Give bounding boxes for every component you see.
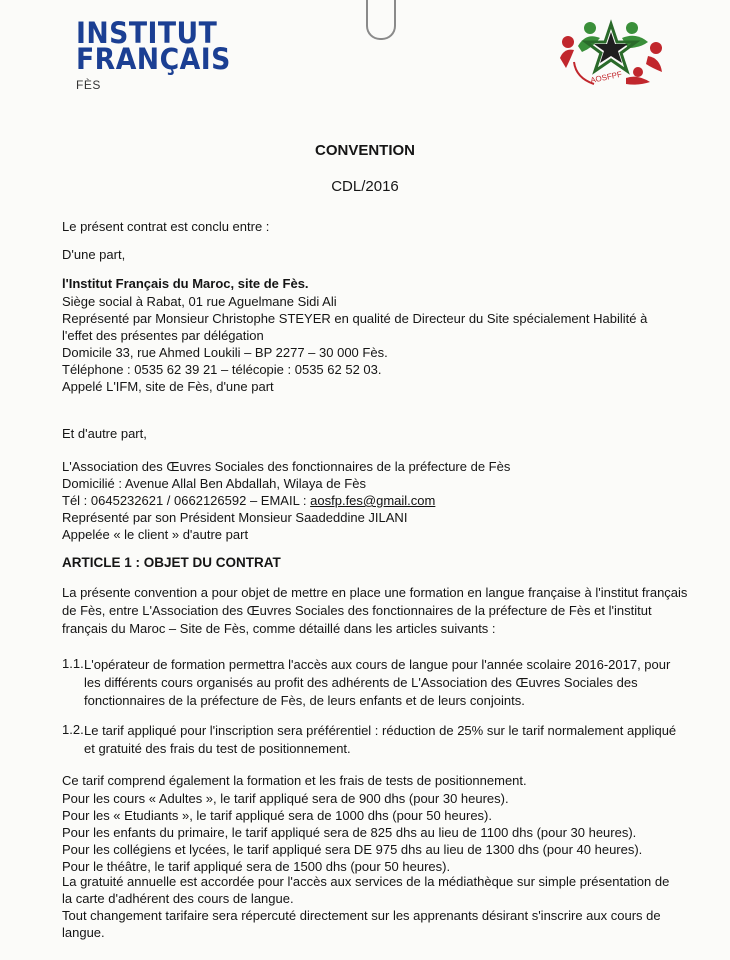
party1-name: l'Institut Français du Maroc, site de Fès. bbox=[62, 276, 309, 291]
item-text: L'opérateur de formation permettra l'accès aux cours de langue pour l'année scolaire 2016-2017, pour les différents cours organisés au profit des adhérents de L'Association des Œuvres Sociales des fonctionnaires de la préfecture de Fès, de leurs enfants et de leurs conjoints. bbox=[84, 657, 671, 708]
tariff-line: Ce tarif comprend également la formation et les frais de tests de positionnement. bbox=[62, 773, 527, 788]
contact-prefix: Tél : 0645232621 / 0662126592 – EMAIL : bbox=[62, 493, 311, 508]
intro-text: Le présent contrat est conclu entre : bbox=[62, 219, 270, 234]
article1-heading: ARTICLE 1 : OBJET DU CONTRAT bbox=[62, 555, 281, 570]
item-number: 1.1. bbox=[62, 656, 84, 671]
tariff-line: Pour les « Etudiants », le tarif appliqué sera de 1000 dhs (pour 50 heures). bbox=[62, 808, 492, 823]
party2-contact bbox=[62, 492, 435, 509]
logo-city: FÈS bbox=[76, 78, 101, 92]
item-number: 1.2. bbox=[62, 722, 84, 737]
party2-heading: Et d'autre part, bbox=[62, 426, 147, 441]
party1-line: Domicile 33, rue Ahmed Loukili – BP 2277 – 30 000 Fès. bbox=[62, 345, 388, 360]
aosfpf-logo bbox=[556, 18, 666, 88]
article1-intro: La présente convention a pour objet de mettre en place une formation en langue française à l'institut français de Fès, entre L'Association des Œuvres Sociales des fonctionnaires de la préfecture de Fès et l'institut français du Maroc – Site de Fès, comme détaillé dans les articles suivants : bbox=[62, 585, 688, 636]
party1-line: Représenté par Monsieur Christophe STEYER en qualité de Directeur du Site spécialement Habilité à bbox=[62, 311, 648, 326]
email-link[interactable]: aosfp.fes@gmail.com bbox=[310, 493, 436, 508]
institut-francais-logo bbox=[76, 16, 244, 92]
tariff-line: Pour les collégiens et lycées, le tarif appliqué sera DE 975 dhs au lieu de 1300 dhs (pour 40 heures). bbox=[62, 842, 643, 857]
party2-line: Représenté par son Président Monsieur Saadeddine JILANI bbox=[62, 510, 408, 525]
logo-line-1: INSTITUT bbox=[76, 16, 218, 50]
tariff-line: Pour les cours « Adultes », le tarif appliqué sera de 900 dhs (pour 30 heures). bbox=[62, 791, 509, 806]
party1-line: Appelé L'IFM, site de Fès, d'une part bbox=[62, 379, 274, 394]
paper-clip bbox=[366, 0, 396, 40]
item-text: Le tarif appliqué pour l'inscription sera préférentiel : réduction de 25% sur le tarif normalement appliqué et gratuité des frais du test de positionnement. bbox=[84, 723, 677, 756]
party2-line: Appelée « le client » d'autre part bbox=[62, 527, 249, 542]
party1-heading: D'une part, bbox=[62, 247, 126, 262]
party1-line: Siège social à Rabat, 01 rue Aguelmane Sidi Ali bbox=[62, 294, 337, 309]
document-reference: CDL/2016 bbox=[331, 178, 399, 195]
mediatheque-text: La gratuité annuelle est accordée pour l'accès aux services de la médiathèque sur simple présentation de la carte d'adhérent des cours de langue. bbox=[62, 874, 670, 906]
party2-line: L'Association des Œuvres Sociales des fonctionnaires de la préfecture de Fès bbox=[62, 459, 511, 474]
tariff-line: Pour les enfants du primaire, le tarif appliqué sera de 825 dhs au lieu de 1100 dhs (pour 30 heures). bbox=[62, 825, 637, 840]
tariff-line: Pour le théâtre, le tarif appliqué sera de 1500 dhs (pour 50 heures). bbox=[62, 859, 451, 874]
party2-line: Domicilié : Avenue Allal Ben Abdallah, Wilaya de Fès bbox=[62, 476, 366, 491]
logo-line-2: FRANÇAIS bbox=[76, 42, 231, 76]
aosfpf-logo-text: AOSFPF bbox=[589, 69, 623, 86]
closing-text: Tout changement tarifaire sera répercuté directement sur les apprenants désirant s'inscrire aux cours de langue. bbox=[62, 908, 661, 940]
document-title: CONVENTION bbox=[314, 142, 415, 159]
party1-line: l'effet des présentes par délégation bbox=[62, 328, 264, 343]
party1-line: Téléphone : 0535 62 39 21 – télécopie : 0535 62 52 03. bbox=[62, 362, 382, 377]
